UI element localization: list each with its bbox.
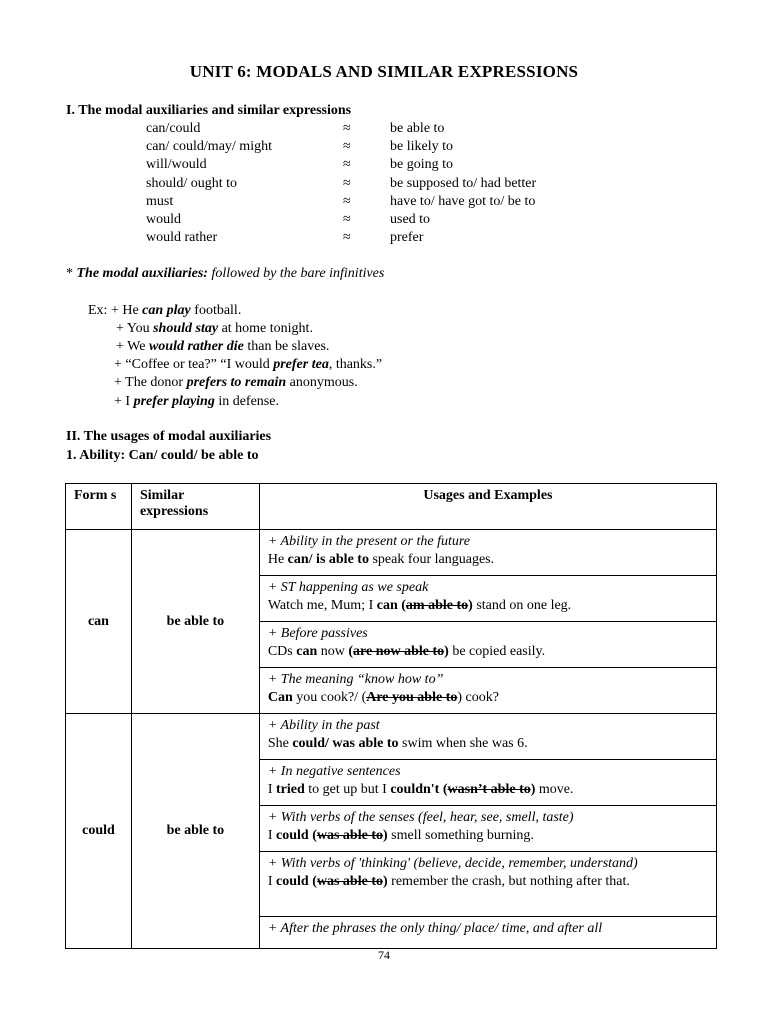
approx-symbol: ≈ bbox=[343, 139, 351, 154]
approx-symbol: ≈ bbox=[343, 212, 351, 227]
header-similar: Similar expressions bbox=[131, 484, 259, 530]
usage-cell bbox=[259, 714, 716, 760]
example-modal-phrase: would rather die bbox=[148, 339, 244, 354]
example-modal-phrase: can play bbox=[142, 303, 191, 318]
page-number: 74 bbox=[378, 948, 390, 962]
modal-form: would rather bbox=[146, 230, 218, 245]
similar-cell: be able to bbox=[131, 714, 259, 949]
usage-example: I could (was able to) remember the crash, but nothing after that. bbox=[267, 874, 630, 889]
struck-phrase: Are you able to bbox=[366, 690, 458, 705]
document-title: UNIT 6: MODALS AND SIMILAR EXPRESSIONS bbox=[189, 62, 579, 81]
usage-example: Can you cook?/ (Are you able to) cook? bbox=[267, 690, 499, 705]
approx-symbol: ≈ bbox=[343, 121, 351, 136]
usage-label: + The meaning “know how to” bbox=[267, 672, 444, 687]
similar-expression: be able to bbox=[390, 121, 445, 136]
header-forms: Form s bbox=[66, 484, 132, 530]
table-header-row bbox=[66, 484, 717, 530]
approx-symbol: ≈ bbox=[343, 230, 351, 245]
example-sentence: + You should stay at home tonight. bbox=[116, 321, 313, 336]
approx-symbol: ≈ bbox=[343, 176, 351, 191]
similar-expression: have to/ have got to/ be to bbox=[390, 194, 536, 209]
example-modal-phrase: prefer playing bbox=[133, 394, 215, 409]
modal-form: should/ ought to bbox=[146, 176, 238, 191]
usage-cell bbox=[259, 852, 716, 917]
usage-example: I could (was able to) smell something burning. bbox=[267, 828, 534, 843]
usage-label: + Before passives bbox=[267, 626, 368, 641]
form-cell: could bbox=[66, 714, 132, 949]
struck-phrase: wasn’t able to bbox=[447, 782, 531, 797]
usage-example: He can/ is able to speak four languages. bbox=[267, 552, 495, 567]
usage-example: CDs can now (are now able to) be copied easily. bbox=[267, 644, 546, 659]
usage-label: + Ability in the present or the future bbox=[267, 534, 471, 549]
table-row bbox=[66, 714, 717, 760]
usage-cell bbox=[259, 530, 716, 576]
modal-form: must bbox=[146, 194, 174, 209]
similar-expression: be supposed to/ had better bbox=[390, 176, 537, 191]
similar-expression: used to bbox=[390, 212, 431, 227]
modal-form: can/ could/may/ might bbox=[146, 139, 272, 154]
usage-cell bbox=[259, 917, 716, 949]
usage-cell bbox=[259, 668, 716, 714]
example-sentence: Ex: + He can play football. bbox=[88, 303, 242, 318]
section-2-heading: II. The usages of modal auxiliaries bbox=[66, 429, 272, 444]
header-usages: Usages and Examples bbox=[259, 484, 716, 530]
similar-expression: be likely to bbox=[390, 139, 453, 154]
usage-example: Watch me, Mum; I can (am able to) stand on one leg. bbox=[267, 598, 572, 613]
example-modal-phrase: should stay bbox=[153, 321, 219, 336]
section-1-heading: I. The modal auxiliaries and similar expressions bbox=[66, 103, 352, 118]
form-cell: can bbox=[66, 530, 132, 714]
struck-phrase: was able to bbox=[316, 828, 383, 843]
example-sentence: + We would rather die than be slaves. bbox=[116, 339, 330, 354]
modal-form: can/could bbox=[146, 121, 201, 136]
struck-phrase: am able to bbox=[405, 598, 469, 613]
modal-note: * The modal auxiliaries: followed by the bare infinitives bbox=[66, 266, 385, 281]
section-2-subheading: 1. Ability: Can/ could/ be able to bbox=[66, 448, 259, 463]
modal-form: will/would bbox=[146, 157, 207, 172]
similar-cell: be able to bbox=[131, 530, 259, 714]
usage-cell bbox=[259, 806, 716, 852]
usage-cell bbox=[259, 576, 716, 622]
struck-phrase: was able to bbox=[316, 874, 383, 889]
usage-label: + In negative sentences bbox=[267, 764, 401, 779]
similar-expression: be going to bbox=[390, 157, 453, 172]
example-modal-phrase: prefer tea bbox=[273, 357, 329, 372]
example-sentence: + I prefer playing in defense. bbox=[114, 394, 279, 409]
table-row bbox=[66, 530, 717, 576]
example-sentence: + “Coffee or tea?” “I would prefer tea, thanks.” bbox=[114, 357, 383, 372]
usage-example: I tried to get up but I couldn't (wasn’t able to) move. bbox=[267, 782, 574, 797]
example-modal-phrase: prefers to remain bbox=[186, 375, 287, 390]
usage-label: + Ability in the past bbox=[267, 718, 380, 733]
usage-label: + With verbs of the senses (feel, hear, see, smell, taste) bbox=[267, 810, 574, 825]
usage-example: She could/ was able to swim when she was 6. bbox=[267, 736, 528, 751]
usage-table bbox=[65, 483, 717, 949]
usage-label: + With verbs of 'thinking' (believe, decide, remember, understand) bbox=[267, 856, 638, 871]
modal-form: would bbox=[146, 212, 181, 227]
example-sentence: + The donor prefers to remain anonymous. bbox=[114, 375, 358, 390]
usage-cell bbox=[259, 622, 716, 668]
approx-symbol: ≈ bbox=[343, 157, 351, 172]
usage-label: + After the phrases the only thing/ place/ time, and after all bbox=[267, 921, 603, 936]
struck-phrase: are now able to bbox=[353, 644, 445, 659]
similar-expression: prefer bbox=[390, 230, 424, 245]
usage-label: + ST happening as we speak bbox=[267, 580, 429, 595]
usage-cell bbox=[259, 760, 716, 806]
approx-symbol: ≈ bbox=[343, 194, 351, 209]
